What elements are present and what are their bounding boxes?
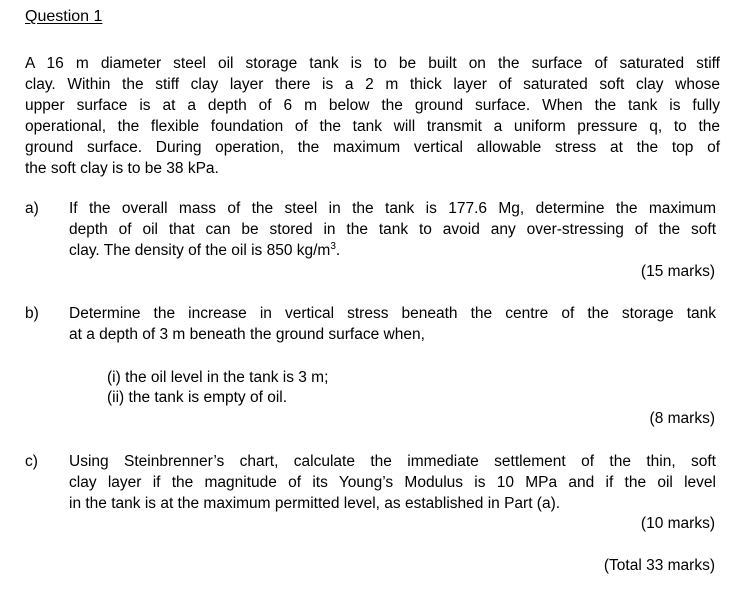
question-intro bbox=[25, 53, 720, 179]
part-b-text bbox=[69, 303, 716, 345]
part-a-marks: (15 marks) bbox=[640, 263, 715, 280]
part-a-line-text: clay. The density of the oil is 850 kg/m bbox=[69, 242, 331, 259]
part-c-line: in the tank is at the maximum permitted level, as established in Part (a). bbox=[69, 495, 561, 512]
part-b-label: b) bbox=[25, 305, 39, 322]
part-c-line: clay layer if the magnitude of its Young’s Modulus is 10 MPa and if the oil level bbox=[69, 474, 716, 491]
part-a-line-end: . bbox=[335, 242, 341, 259]
part-b-marks: (8 marks) bbox=[649, 410, 715, 427]
part-b bbox=[25, 303, 720, 353]
part-c bbox=[25, 451, 720, 521]
intro-line: ground surface. During operation, the maximum vertical allowable stress at the top of bbox=[25, 139, 720, 156]
question-heading: Question 1 bbox=[25, 8, 103, 25]
part-b-line: Determine the increase in vertical stress beneath the centre of the storage tank bbox=[69, 305, 716, 322]
part-a-text bbox=[69, 198, 716, 261]
part-a bbox=[25, 198, 720, 288]
part-c-text bbox=[69, 451, 716, 514]
part-b-line: at a depth of 3 m beneath the ground surface when, bbox=[69, 326, 425, 343]
part-a-line: depth of oil that can be stored in the tank to avoid any over-stressing of the soft bbox=[69, 221, 716, 238]
total-marks: (Total 33 marks) bbox=[603, 557, 715, 574]
intro-line: upper surface is at a depth of 6 m below the ground surface. When the tank is fully bbox=[25, 97, 720, 114]
intro-line: A 16 m diameter steel oil storage tank is to be built on the surface of saturated stiff bbox=[25, 55, 720, 72]
part-c-line: Using Steinbrenner’s chart, calculate the immediate settlement of the thin, soft bbox=[69, 453, 716, 470]
part-a-label: a) bbox=[25, 200, 39, 217]
part-b-sub-item: (i) the oil level in the tank is 3 m; bbox=[107, 369, 329, 386]
part-a-line bbox=[69, 240, 716, 261]
intro-line: the soft clay is to be 38 kPa. bbox=[25, 160, 219, 177]
part-b-sub-item: (ii) the tank is empty of oil. bbox=[107, 389, 288, 406]
intro-line: operational, the flexible foundation of the tank will transmit a uniform pressure q, to the bbox=[25, 118, 720, 135]
part-a-line: If the overall mass of the steel in the tank is 177.6 Mg, determine the maximum bbox=[69, 200, 716, 217]
part-b-sub-list bbox=[107, 368, 507, 408]
intro-line: clay. Within the stiff clay layer there is a 2 m thick layer of saturated soft clay whose bbox=[25, 76, 720, 93]
superscript-exponent: 3 bbox=[330, 241, 336, 252]
part-c-label: c) bbox=[25, 453, 38, 470]
part-c-marks: (10 marks) bbox=[640, 515, 715, 532]
